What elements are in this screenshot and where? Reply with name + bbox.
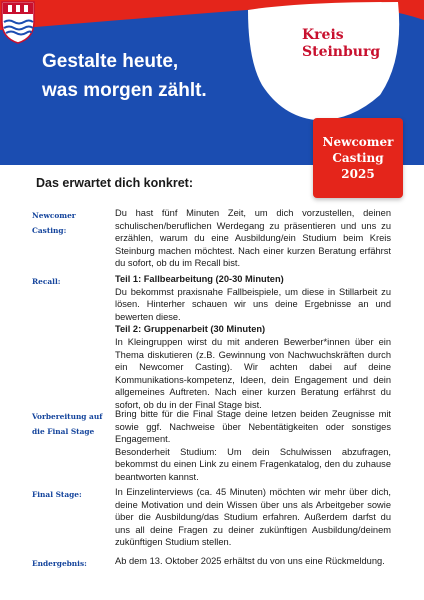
logo-line-2: Steinburg — [302, 44, 381, 60]
district-logo-text — [302, 27, 380, 61]
logo-line-1: Kreis — [302, 27, 344, 43]
row-text-result: Ab dem 13. Oktober 2025 erhältst du von uns eine Rückmeldung. — [115, 556, 385, 566]
row-text-preparation — [115, 408, 391, 484]
row-text-recall — [115, 273, 391, 412]
recall-part2-title: Teil 2: Gruppenarbeit (30 Minuten) — [115, 324, 266, 335]
recall-part1-title: Teil 1: Fallbearbeitung (20-30 Minuten) — [115, 274, 284, 284]
newcomer-casting-badge — [313, 118, 403, 198]
badge-line-3: 2025 — [341, 167, 375, 181]
badge-line-2: Casting — [332, 151, 384, 165]
row-label-final-stage: Final Stage: — [32, 490, 82, 499]
row-label-newcomer-casting: Newcomer Casting: — [32, 211, 76, 235]
preparation-text-2: Besonderheit Studium: Um dein Schulwissen abzufragen, bekommst du einen Link zu einem Fragenkatalog, den du zuhause beantworten kannst. — [115, 446, 391, 482]
preparation-label-line-1: Vorbereitung auf — [32, 412, 103, 421]
preparation-text-1: Bring bitte für die Final Stage deine letzen beiden Zeugnisse mit sowie ggf. Nachweise über Nebentätigkeiten oder sonstiges Engagement. — [115, 409, 391, 445]
row-label-recall: Recall: — [32, 277, 61, 286]
headline-line-2: was morgen zählt. — [42, 80, 207, 101]
section-title: Das erwartet dich konkret: — [36, 176, 193, 190]
row-text-final-stage: In Einzelinterviews (ca. 45 Minuten) möchten wir mehr über dich, deine Motivation und dein Wissen über uns als Arbeitgeber sowie über die Ausbildung/das Studium erfahren. Außerdem darfst du uns all deine Fragen zu deiner zukünftigen Ausbildung/deinem zukünftigen Studium stellen. — [115, 487, 391, 548]
preparation-label-line-2: die Final Stage — [32, 427, 95, 436]
recall-part1-text: Du bekommst praxisnahe Fallbeispiele, um diese in Stillarbeit zu lösen. Hinterher schauen wir uns deine Ergebnisse an und bewerten diese. — [115, 286, 391, 322]
row-text-newcomer-casting: Du hast fünf Minuten Zeit, um dich vorzustellen, deinen schulischen/beruflichen Werdegang zu präsentieren und uns zu erzählen, warum du eine Ausbildung/ein Studium beim Kreis Steinburg machen möchtest. Nach einer kurzen Beratung erfährst du sofort, ob du im Recall bist. — [115, 208, 391, 269]
badge-line-1: Newcomer — [322, 135, 394, 149]
recall-part2-text: In Kleingruppen wirst du mit anderen Bewerber*innen über ein Thema diskutieren (z.B. Gewinnung von Nachwuchskräften durch ein Newcomer Casting). Wir achten dabei auf deine Kommunikations-kompetenz, Ideen, dein Engagement und dein allgemeines Auftreten. Nach einer kurzen Beratung erfährst du sofort, ob du in der Final Stage bist. — [115, 336, 391, 410]
coat-of-arms-icon — [0, 0, 36, 44]
row-label-result: Endergebnis: — [32, 559, 87, 568]
row-label-preparation — [32, 409, 106, 439]
headline-line-1: Gestalte heute, — [42, 51, 179, 72]
